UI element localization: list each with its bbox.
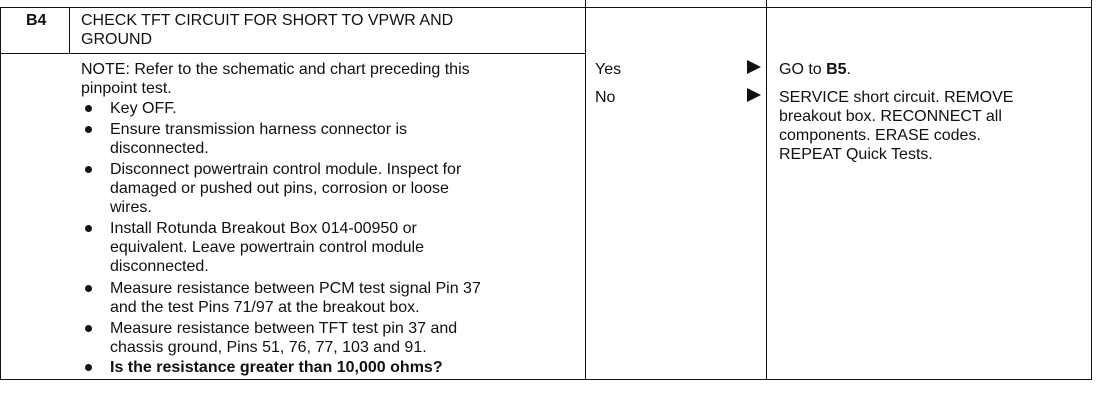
table-bottom-border xyxy=(0,379,1092,380)
action-yes-prefix: GO to xyxy=(779,61,827,78)
note-line-2: pinpoint test. xyxy=(81,80,172,97)
bullet-dot xyxy=(85,225,92,232)
bullet-text: chassis ground, Pins 51, 76, 77, 103 and 91. xyxy=(110,339,427,356)
action-no-line-3: components. ERASE codes. xyxy=(779,127,981,144)
note-line-1: NOTE: Refer to the schematic and chart preceding this xyxy=(81,61,470,78)
col-action-divider xyxy=(766,0,767,380)
bullet-text: damaged or pushed out pins, corrosion or loose xyxy=(110,180,449,197)
table-top-border xyxy=(0,7,1092,8)
bullet-text: equivalent. Leave powertrain control module xyxy=(110,239,424,256)
bullet-text: disconnected. xyxy=(110,140,209,157)
arrow-right-icon xyxy=(747,60,761,74)
bullet-text: disconnected. xyxy=(110,258,209,275)
action-no-line-2: breakout box. RECONNECT all xyxy=(779,108,1002,125)
bullet-dot xyxy=(85,166,92,173)
bullet-dot xyxy=(85,285,92,292)
step-id-divider xyxy=(69,7,70,53)
bullet-text: Ensure transmission harness connector is xyxy=(110,121,408,138)
bullet-text: Measure resistance between TFT test pin 37 and xyxy=(110,320,458,337)
action-yes-step: B5 xyxy=(826,61,847,78)
result-no: No xyxy=(595,89,616,106)
action-no-line-4: REPEAT Quick Tests. xyxy=(779,146,933,163)
action-no-line-1: SERVICE short circuit. REMOVE xyxy=(779,89,1014,106)
bullet-text: Disconnect powertrain control module. Inspect for xyxy=(110,161,462,178)
action-yes-suffix: . xyxy=(846,61,852,78)
bullet-dot xyxy=(85,105,92,112)
bullet-dot xyxy=(85,325,92,332)
bullet-text: Measure resistance between PCM test signal Pin 37 xyxy=(110,280,481,297)
bullet-text: Install Rotunda Breakout Box 014-00950 or xyxy=(110,220,417,237)
step-title-line-1: CHECK TFT CIRCUIT FOR SHORT TO VPWR AND xyxy=(81,12,454,29)
result-yes: Yes xyxy=(595,61,622,78)
bullet-dot xyxy=(85,126,92,133)
arrow-right-icon xyxy=(747,88,761,102)
step-id: B4 xyxy=(26,12,47,29)
bullet-dot xyxy=(85,364,92,371)
col-result-divider xyxy=(585,0,586,380)
step-title-line-2: GROUND xyxy=(81,31,153,48)
col-left-border xyxy=(0,7,1,380)
bullet-text: Key OFF. xyxy=(110,100,177,117)
bullet-text: wires. xyxy=(110,199,152,216)
col-right-border xyxy=(1091,0,1092,380)
action-yes xyxy=(779,60,851,79)
bullet-text: and the test Pins 71/97 at the breakout box. xyxy=(110,299,420,316)
bullet-question: Is the resistance greater than 10,000 ohms? xyxy=(110,359,443,376)
title-separator xyxy=(0,53,586,54)
